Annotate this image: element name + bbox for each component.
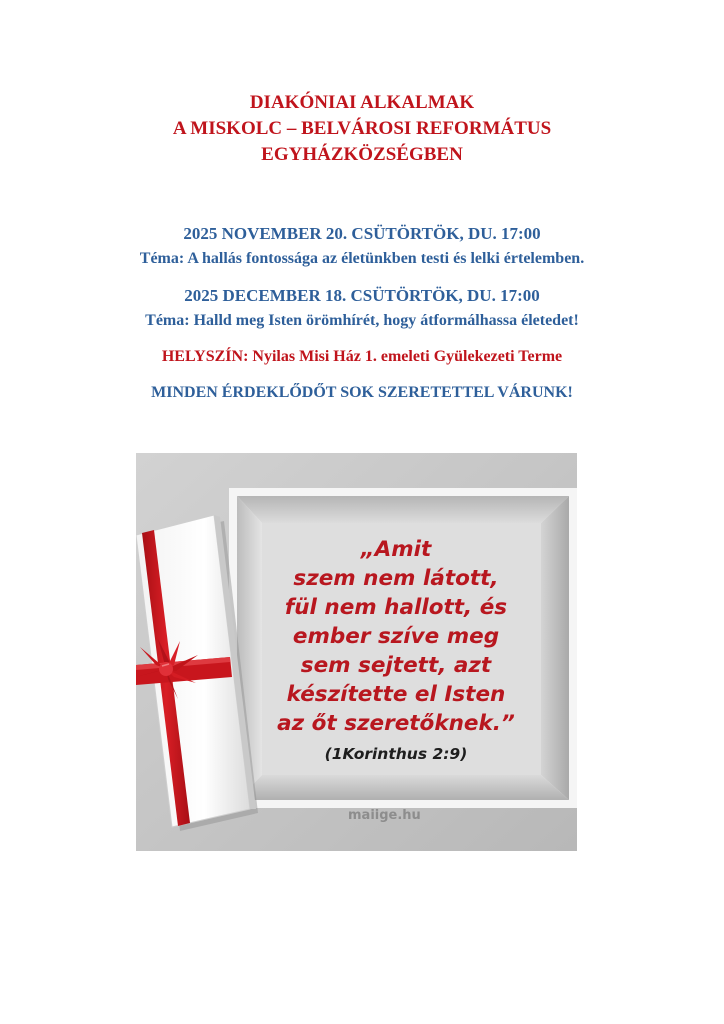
watermark-text: maiige.hu: [348, 808, 421, 823]
location-text: HELYSZÍN: Nyilas Misi Ház 1. emeleti Gyülekezeti Terme: [161, 348, 563, 365]
page-title: [0, 90, 724, 168]
invitation-text: MINDEN ÉRDEKLŐDŐT SOK SZERETETTEL VÁRUNK!: [151, 384, 573, 401]
event-2-topic: Téma: Halld meg Isten örömhírét, hogy átformálhassa életedet!: [145, 312, 579, 329]
title-line-3: EGYHÁZKÖZSÉGBEN: [261, 144, 463, 165]
quote-line-7: az őt szeretőknek.”: [277, 711, 515, 736]
verse-reference: (1Korinthus 2:9): [324, 745, 468, 763]
event-1-date: 2025 NOVEMBER 20. CSÜTÖRTÖK, DU. 17:00: [183, 224, 541, 243]
event-1-topic: Téma: A hallás fontossága az életünkben testi és lelki értelemben.: [139, 250, 585, 267]
event-2-date: 2025 DECEMBER 18. CSÜTÖRTÖK, DU. 17:00: [184, 286, 540, 305]
quote-line-2: szem nem látott,: [293, 566, 499, 591]
quote-line-6: készítette el Isten: [286, 682, 506, 707]
quote-line-5: sem sejtett, azt: [300, 653, 492, 678]
quote-line-1: „Amit: [360, 537, 432, 562]
title-line-2: A MISKOLC – BELVÁROSI REFORMÁTUS: [172, 118, 552, 139]
title-line-1: DIAKÓNIAI ALKALMAK: [249, 92, 475, 113]
bible-verse-quote: [262, 535, 530, 765]
quote-line-4: ember szíve meg: [292, 624, 500, 649]
quote-line-3: fül nem hallott, és: [284, 595, 508, 620]
